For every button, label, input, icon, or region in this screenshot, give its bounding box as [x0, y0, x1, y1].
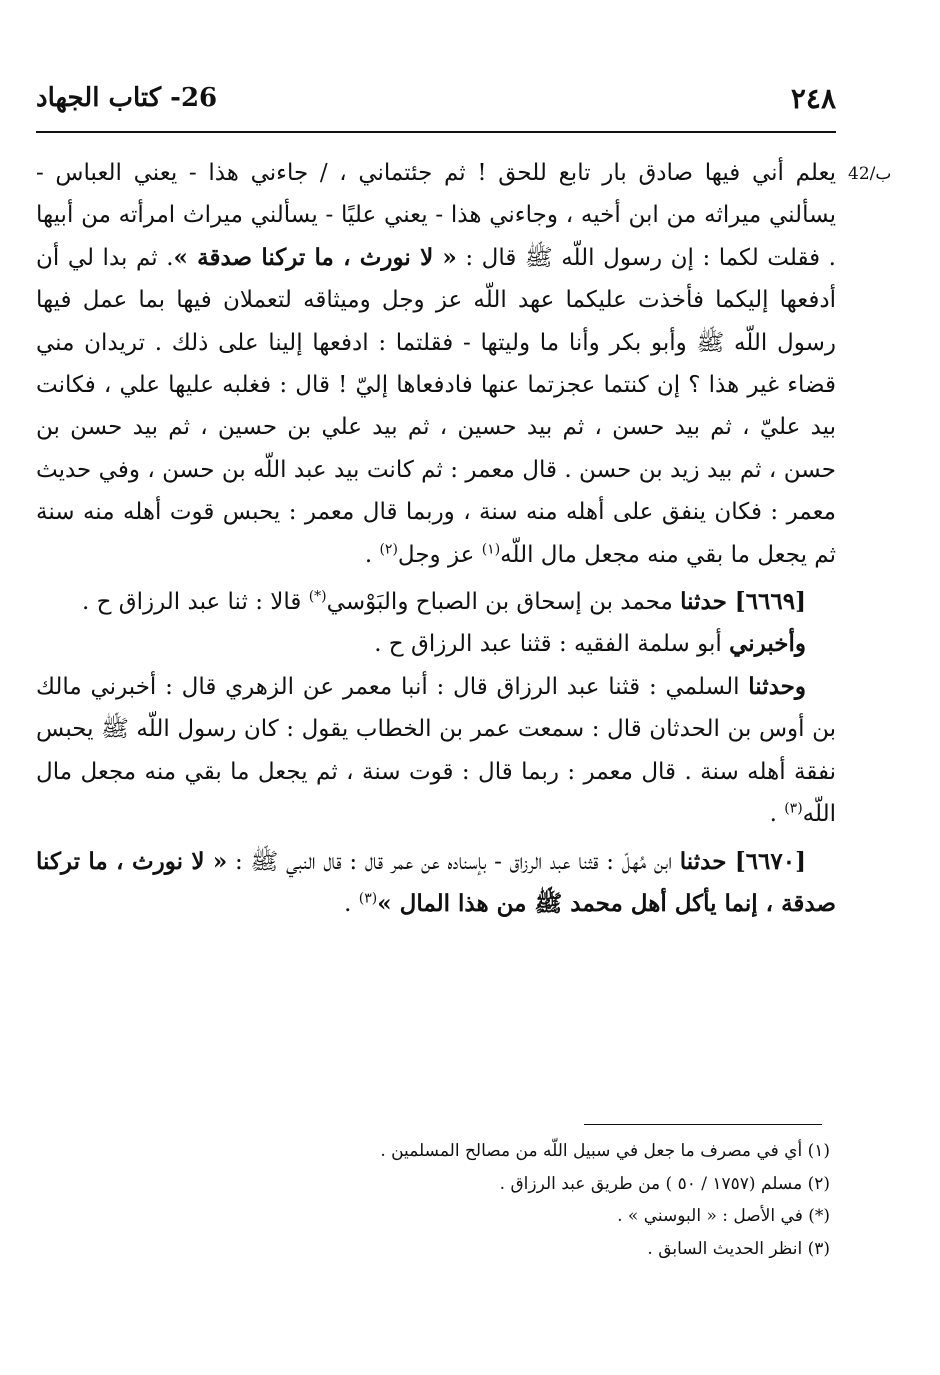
chapter-title: 26- كتاب الجهاد — [36, 83, 218, 113]
footnote-marker[interactable]: (٣) — [358, 890, 378, 907]
footnote: (١) أي في مصرف ما جعل في سبيل اللّه من مصالح المسلمين . — [380, 1141, 830, 1161]
footnote: (٣) انظر الحديث السابق . — [647, 1239, 830, 1260]
paragraph — [36, 666, 836, 836]
footnote-rule — [584, 1124, 822, 1125]
bold-text: « لا نورث ، ما تركنا صدقة » — [173, 243, 457, 271]
bold-text: « لا نورث ، ما تركنا صدقة ، إنما يأكل أهل محمد ﷺ من هذا المال » — [36, 847, 836, 917]
footnote: (٢) مسلم (١٧٥٧ / ٥٠ ) من طريق عبد الرزاق . — [499, 1173, 830, 1194]
text-run: أبو سلمة الفقيه : قثنا عبد الرزاق ح . — [374, 631, 730, 658]
bold-text: [٦٦٦٩] حدثنا — [680, 588, 806, 616]
footnote: (*) في الأصل : « البوسني » . — [617, 1206, 830, 1227]
footnote-marker[interactable]: (٢) — [379, 541, 398, 557]
text-run: . — [769, 801, 785, 828]
paragraph — [36, 841, 836, 926]
running-header — [36, 74, 836, 122]
paragraph — [36, 152, 836, 576]
bold-text: وأخبرني — [729, 630, 806, 658]
text-run: يعلم أني فيها صادق بار تابع للحق ! ثم جئتماني ، / جاءني هذا - يعني العباس - يسألني ميراثه من ابن أخيه ، وجاءني هذا - يعني عليًا - يسألني ميراث امرأته من أبيها . فقلت لكما : إن رسول اللّه ﷺ قال : — [36, 160, 836, 271]
footnotes — [80, 1135, 830, 1266]
bold-text: وحدثنا — [748, 672, 806, 700]
paragraph — [36, 581, 836, 623]
footnote-marker[interactable]: (*) — [308, 588, 327, 605]
footnote-marker[interactable]: (٣) — [784, 800, 803, 817]
page-number: ٢٤٨ — [790, 81, 836, 115]
bold-text: [٦٦٧٠] حدثنا — [679, 847, 807, 875]
text-run: محمد بن إسحاق بن الصباح والبَوْسي — [326, 589, 681, 616]
footnote-marker[interactable]: (١) — [481, 541, 501, 557]
manuscript-folio-note: 42/ب — [848, 164, 892, 184]
text-run: السلمي : قثنا عبد الرزاق قال : أنبا معمر عن الزهري قال : أخبرني مالك بن أوس بن الحدثان قال : سمعت عمر بن الخطاب يقول : كان رسول اللّه ﷺ يحبس نفقة أهله سنة . قال معمر : ربما قال : قوت سنة ، ثم يجعل ما بقي منه مجعل مال اللّه — [36, 673, 836, 828]
text-run: . — [364, 541, 380, 568]
text-run: . ثم بدا لي أن أدفعها إليكما فأخذت عليكما عهد اللّه عز وجل وميثاقه لتعملان فيها بما عمل فيها رسول اللّه ﷺ وأبو بكر وأنا ما وليتها - فقلتما : ادفعها إلينا على ذلك . تريدان مني قضاء غير هذا ؟ إن كنتما عجزتما عنها فادفعاها إليّ ! قال : فغلبه عليها علي ، فكانت بيد عليّ ، ثم بيد حسن ، ثم بيد حسين ، ثم بيد علي بن حسين ، ثم بيد حسن بن حسن ، ثم بيد زيد بن حسن . قال معمر : ثم كانت بيد عبد اللّه بن حسن ، وفي حديث معمر : فكان ينفق على أهله منه سنة ، وربما قال معمر : يحبس قوت أهله منه سنة ثم يجعل ما بقي منه مجعل مال اللّه — [36, 244, 836, 568]
paragraph — [36, 623, 836, 665]
main-text — [36, 152, 836, 925]
text-run: قالا : ثنا عبد الرزاق ح . — [81, 589, 309, 616]
header-rule — [36, 131, 836, 133]
text-run: . — [344, 890, 359, 917]
text-run: عز وجل — [397, 541, 482, 568]
text-run: ابن مُهلّ : قثنا عبد الرزاق - بإسناده عن عمر قال : قال النبي ﷺ : — [227, 848, 680, 875]
